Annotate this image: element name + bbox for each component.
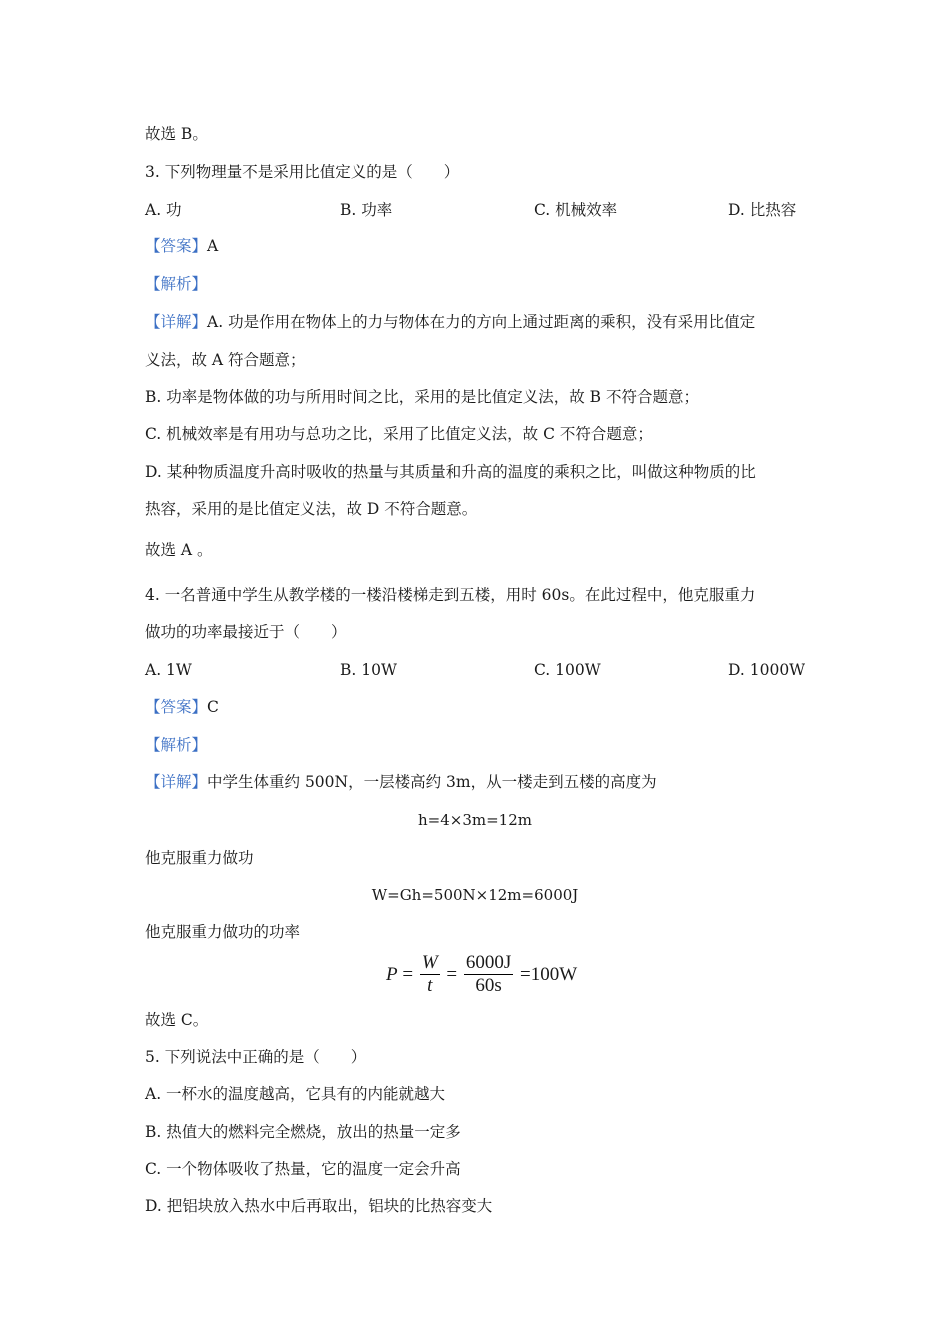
q4-text-power: 他克服重力做功的功率 (145, 923, 301, 941)
formula-equals: = (446, 963, 458, 985)
detail-tag: 【详解】 (145, 773, 208, 791)
q4-answer (145, 697, 219, 717)
formula-result: =100W (520, 963, 578, 985)
q3-option-d: D. 比热容 (728, 201, 797, 219)
formula-lhs: P (386, 963, 398, 985)
fraction-values (464, 952, 513, 997)
q3-option-a: A. 功 (145, 201, 182, 219)
equation-height: h=4×3m=12m (418, 811, 532, 829)
power-formula (386, 952, 577, 1002)
q5-option-d: D. 把铝块放入热水中后再取出，铝块的比热容变大 (145, 1197, 493, 1215)
q3-stem: 3. 下列物理量不是采用比值定义的是（ ） (145, 163, 460, 181)
fraction-w-over-t (420, 952, 440, 997)
fraction-denominator: 60s (475, 975, 502, 996)
q3-detail-5: D. 某种物质温度升高时吸收的热量与其质量和升高的温度的乘积之比，叫做这种物质的比 (145, 463, 756, 481)
q5-option-b: B. 热值大的燃料完全燃烧，放出的热量一定多 (145, 1123, 461, 1141)
q4-detail-1 (145, 772, 657, 792)
answer-value: C (207, 698, 219, 716)
q3-option-c: C. 机械效率 (534, 201, 618, 219)
q3-analysis-tag: 【解析】 (145, 275, 208, 293)
q3-option-b: B. 功率 (340, 201, 393, 219)
fraction-numerator: W (421, 952, 438, 973)
q5-stem: 5. 下列说法中正确的是（ ） (145, 1048, 367, 1066)
detail-text: 中学生体重约 500N，一层楼高约 3m，从一楼走到五楼的高度为 (207, 773, 657, 791)
q4-option-c: C. 100W (534, 661, 601, 679)
fraction-denominator: t (427, 975, 433, 996)
q3-detail-2: 义法，故 A 符合题意； (145, 351, 306, 369)
q5-option-c: C. 一个物体吸收了热量，它的温度一定会升高 (145, 1160, 461, 1178)
detail-text: A. 功是作用在物体上的力与物体在力的方向上通过距离的乘积，没有采用比值定 (207, 313, 756, 331)
detail-tag: 【详解】 (145, 313, 208, 331)
q3-detail-4: C. 机械效率是有用功与总功之比，采用了比值定义法，故 C 不符合题意； (145, 425, 653, 443)
fraction-numerator: 6000J (465, 952, 512, 973)
q4-option-a: A. 1W (145, 661, 192, 679)
formula-equals: = (402, 963, 414, 985)
answer-value: A (207, 237, 219, 255)
q5-option-a: A. 一杯水的温度越高，它具有的内能就越大 (145, 1085, 446, 1103)
q3-answer (145, 236, 218, 256)
equation-work: W=Gh=500N×12m=6000J (371, 886, 579, 904)
q3-conclusion: 故选 A 。 (145, 541, 213, 559)
q4-conclusion: 故选 C。 (145, 1011, 209, 1029)
q3-detail-1 (145, 312, 755, 332)
answer-tag: 【答案】 (145, 237, 208, 255)
answer-tag: 【答案】 (145, 698, 208, 716)
q3-detail-3: B. 功率是物体做的功与所用时间之比，采用的是比值定义法，故 B 不符合题意； (145, 388, 699, 406)
q3-detail-6: 热容，采用的是比值定义法，故 D 不符合题意。 (145, 500, 478, 518)
q4-option-b: B. 10W (340, 661, 397, 679)
q4-stem-2: 做功的功率最接近于（ ） (145, 623, 347, 641)
q4-option-d: D. 1000W (728, 661, 806, 679)
q4-stem-1: 4. 一名普通中学生从教学楼的一楼沿楼梯走到五楼，用时 60s。在此过程中，他克服重力 (145, 586, 756, 604)
q4-analysis-tag: 【解析】 (145, 736, 208, 754)
previous-conclusion: 故选 B。 (145, 125, 208, 143)
q4-text-work: 他克服重力做功 (145, 849, 254, 867)
